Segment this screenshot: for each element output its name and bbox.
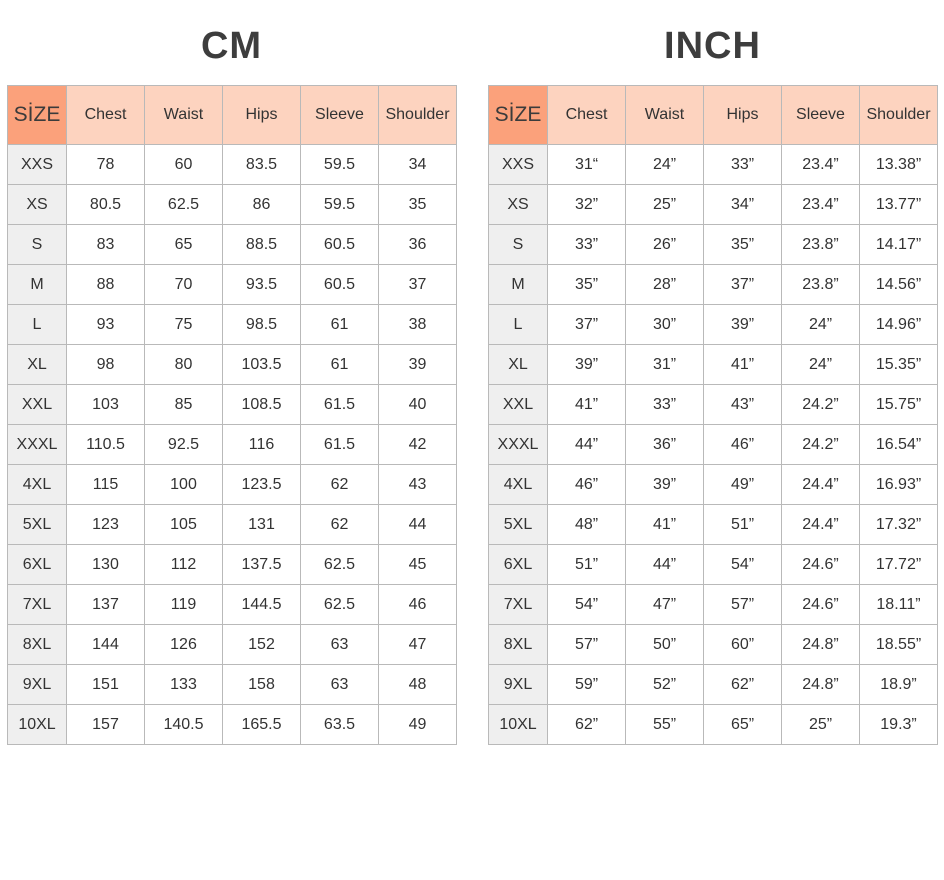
- cm-column-header-size: SİZE: [8, 86, 67, 145]
- size-label-cell: XS: [489, 185, 548, 225]
- table-row: [489, 625, 938, 665]
- measurement-cell: 62”: [548, 705, 626, 745]
- size-label-cell: 10XL: [489, 705, 548, 745]
- inch-column-header-hips: Hips: [704, 86, 782, 145]
- measurement-cell: 63: [301, 625, 379, 665]
- measurement-cell: 158: [223, 665, 301, 705]
- measurement-cell: 131: [223, 505, 301, 545]
- measurement-cell: 18.9”: [860, 665, 938, 705]
- table-row: [8, 585, 457, 625]
- measurement-cell: 36”: [626, 425, 704, 465]
- table-row: [489, 705, 938, 745]
- size-label-cell: L: [489, 305, 548, 345]
- measurement-cell: 49: [379, 705, 457, 745]
- measurement-cell: 51”: [704, 505, 782, 545]
- measurement-cell: 51”: [548, 545, 626, 585]
- inch-column-header-sleeve: Sleeve: [782, 86, 860, 145]
- measurement-cell: 75: [145, 305, 223, 345]
- inch-size-chart: [488, 0, 938, 745]
- measurement-cell: 59.5: [301, 145, 379, 185]
- measurement-cell: 83: [67, 225, 145, 265]
- measurement-cell: 98.5: [223, 305, 301, 345]
- measurement-cell: 39”: [626, 465, 704, 505]
- size-label-cell: XXS: [489, 145, 548, 185]
- size-label-cell: 8XL: [8, 625, 67, 665]
- measurement-cell: 52”: [626, 665, 704, 705]
- measurement-cell: 41”: [548, 385, 626, 425]
- size-label-cell: XL: [489, 345, 548, 385]
- measurement-cell: 126: [145, 625, 223, 665]
- measurement-cell: 43: [379, 465, 457, 505]
- size-label-cell: 9XL: [8, 665, 67, 705]
- cm-column-header-chest: Chest: [67, 86, 145, 145]
- measurement-cell: 60: [145, 145, 223, 185]
- table-row: [8, 225, 457, 265]
- measurement-cell: 45: [379, 545, 457, 585]
- cm-table-body: [8, 145, 457, 745]
- measurement-cell: 62: [301, 465, 379, 505]
- size-label-cell: 5XL: [8, 505, 67, 545]
- measurement-cell: 47”: [626, 585, 704, 625]
- measurement-cell: 93.5: [223, 265, 301, 305]
- measurement-cell: 19.3”: [860, 705, 938, 745]
- measurement-cell: 40: [379, 385, 457, 425]
- size-label-cell: 6XL: [8, 545, 67, 585]
- size-label-cell: XXL: [489, 385, 548, 425]
- measurement-cell: 23.4”: [782, 145, 860, 185]
- size-label-cell: S: [489, 225, 548, 265]
- size-label-cell: 5XL: [489, 505, 548, 545]
- measurement-cell: 54”: [548, 585, 626, 625]
- size-label-cell: 10XL: [8, 705, 67, 745]
- measurement-cell: 24.8”: [782, 625, 860, 665]
- size-label-cell: 8XL: [489, 625, 548, 665]
- measurement-cell: 49”: [704, 465, 782, 505]
- size-label-cell: 9XL: [489, 665, 548, 705]
- table-row: [8, 505, 457, 545]
- measurement-cell: 41”: [704, 345, 782, 385]
- inch-table-header: [489, 86, 938, 145]
- measurement-cell: 83.5: [223, 145, 301, 185]
- table-row: [489, 145, 938, 185]
- measurement-cell: 61.5: [301, 385, 379, 425]
- measurement-cell: 24.6”: [782, 585, 860, 625]
- size-label-cell: 7XL: [8, 585, 67, 625]
- cm-column-header-waist: Waist: [145, 86, 223, 145]
- size-label-cell: L: [8, 305, 67, 345]
- measurement-cell: 50”: [626, 625, 704, 665]
- measurement-cell: 152: [223, 625, 301, 665]
- measurement-cell: 85: [145, 385, 223, 425]
- measurement-cell: 48: [379, 665, 457, 705]
- measurement-cell: 133: [145, 665, 223, 705]
- measurement-cell: 46”: [548, 465, 626, 505]
- measurement-cell: 15.35”: [860, 345, 938, 385]
- measurement-cell: 33”: [626, 385, 704, 425]
- measurement-cell: 24.8”: [782, 665, 860, 705]
- size-label-cell: 7XL: [489, 585, 548, 625]
- measurement-cell: 105: [145, 505, 223, 545]
- measurement-cell: 70: [145, 265, 223, 305]
- measurement-cell: 44”: [626, 545, 704, 585]
- measurement-cell: 13.38”: [860, 145, 938, 185]
- measurement-cell: 28”: [626, 265, 704, 305]
- measurement-cell: 62.5: [145, 185, 223, 225]
- measurement-cell: 17.32”: [860, 505, 938, 545]
- measurement-cell: 144.5: [223, 585, 301, 625]
- inch-column-header-shoulder: Shoulder: [860, 86, 938, 145]
- measurement-cell: 80: [145, 345, 223, 385]
- table-row: [489, 225, 938, 265]
- measurement-cell: 16.93”: [860, 465, 938, 505]
- table-row: [489, 585, 938, 625]
- table-row: [8, 545, 457, 585]
- measurement-cell: 59.5: [301, 185, 379, 225]
- measurement-cell: 25”: [626, 185, 704, 225]
- measurement-cell: 112: [145, 545, 223, 585]
- measurement-cell: 63.5: [301, 705, 379, 745]
- measurement-cell: 37”: [704, 265, 782, 305]
- measurement-cell: 100: [145, 465, 223, 505]
- measurement-cell: 31”: [626, 345, 704, 385]
- measurement-cell: 24”: [782, 345, 860, 385]
- measurement-cell: 59”: [548, 665, 626, 705]
- measurement-cell: 39”: [548, 345, 626, 385]
- measurement-cell: 26”: [626, 225, 704, 265]
- measurement-cell: 46”: [704, 425, 782, 465]
- measurement-cell: 42: [379, 425, 457, 465]
- table-row: [489, 505, 938, 545]
- measurement-cell: 24.2”: [782, 425, 860, 465]
- measurement-cell: 65: [145, 225, 223, 265]
- measurement-cell: 165.5: [223, 705, 301, 745]
- measurement-cell: 17.72”: [860, 545, 938, 585]
- measurement-cell: 137.5: [223, 545, 301, 585]
- measurement-cell: 35”: [704, 225, 782, 265]
- measurement-cell: 130: [67, 545, 145, 585]
- measurement-cell: 24”: [782, 305, 860, 345]
- table-row: [489, 345, 938, 385]
- measurement-cell: 36: [379, 225, 457, 265]
- measurement-cell: 103: [67, 385, 145, 425]
- measurement-cell: 78: [67, 145, 145, 185]
- measurement-cell: 103.5: [223, 345, 301, 385]
- measurement-cell: 88.5: [223, 225, 301, 265]
- table-row: [8, 145, 457, 185]
- measurement-cell: 116: [223, 425, 301, 465]
- measurement-cell: 62.5: [301, 585, 379, 625]
- measurement-cell: 24.2”: [782, 385, 860, 425]
- measurement-cell: 119: [145, 585, 223, 625]
- inch-column-header-size: SİZE: [489, 86, 548, 145]
- measurement-cell: 46: [379, 585, 457, 625]
- inch-column-header-waist: Waist: [626, 86, 704, 145]
- size-label-cell: 4XL: [489, 465, 548, 505]
- measurement-cell: 30”: [626, 305, 704, 345]
- measurement-cell: 37”: [548, 305, 626, 345]
- measurement-cell: 55”: [626, 705, 704, 745]
- size-label-cell: M: [8, 265, 67, 305]
- measurement-cell: 60”: [704, 625, 782, 665]
- measurement-cell: 44”: [548, 425, 626, 465]
- measurement-cell: 62.5: [301, 545, 379, 585]
- measurement-cell: 92.5: [145, 425, 223, 465]
- table-row: [8, 665, 457, 705]
- measurement-cell: 34”: [704, 185, 782, 225]
- measurement-cell: 62”: [704, 665, 782, 705]
- table-row: [8, 305, 457, 345]
- measurement-cell: 35: [379, 185, 457, 225]
- measurement-cell: 38: [379, 305, 457, 345]
- inch-table-body: [489, 145, 938, 745]
- table-row: [8, 265, 457, 305]
- measurement-cell: 24.4”: [782, 505, 860, 545]
- size-label-cell: M: [489, 265, 548, 305]
- measurement-cell: 157: [67, 705, 145, 745]
- measurement-cell: 41”: [626, 505, 704, 545]
- measurement-cell: 14.17”: [860, 225, 938, 265]
- measurement-cell: 61: [301, 305, 379, 345]
- measurement-cell: 35”: [548, 265, 626, 305]
- size-label-cell: XS: [8, 185, 67, 225]
- table-row: [489, 425, 938, 465]
- cm-column-header-sleeve: Sleeve: [301, 86, 379, 145]
- cm-size-chart: [7, 0, 457, 745]
- size-label-cell: 6XL: [489, 545, 548, 585]
- table-row: [8, 625, 457, 665]
- measurement-cell: 93: [67, 305, 145, 345]
- measurement-cell: 44: [379, 505, 457, 545]
- measurement-cell: 57”: [704, 585, 782, 625]
- measurement-cell: 61.5: [301, 425, 379, 465]
- measurement-cell: 110.5: [67, 425, 145, 465]
- measurement-cell: 37: [379, 265, 457, 305]
- table-row: [8, 385, 457, 425]
- measurement-cell: 54”: [704, 545, 782, 585]
- measurement-cell: 33”: [704, 145, 782, 185]
- measurement-cell: 61: [301, 345, 379, 385]
- measurement-cell: 63: [301, 665, 379, 705]
- size-label-cell: XL: [8, 345, 67, 385]
- measurement-cell: 115: [67, 465, 145, 505]
- measurement-cell: 57”: [548, 625, 626, 665]
- table-row: [489, 545, 938, 585]
- measurement-cell: 123.5: [223, 465, 301, 505]
- measurement-cell: 60.5: [301, 225, 379, 265]
- measurement-cell: 151: [67, 665, 145, 705]
- measurement-cell: 24”: [626, 145, 704, 185]
- measurement-cell: 123: [67, 505, 145, 545]
- table-row: [8, 465, 457, 505]
- cm-column-header-shoulder: Shoulder: [379, 86, 457, 145]
- table-row: [8, 705, 457, 745]
- measurement-cell: 86: [223, 185, 301, 225]
- measurement-cell: 16.54”: [860, 425, 938, 465]
- inch-size-table: [488, 85, 938, 745]
- measurement-cell: 23.8”: [782, 265, 860, 305]
- measurement-cell: 60.5: [301, 265, 379, 305]
- measurement-cell: 80.5: [67, 185, 145, 225]
- measurement-cell: 88: [67, 265, 145, 305]
- cm-chart-title: CM: [200, 25, 263, 67]
- size-label-cell: XXXL: [489, 425, 548, 465]
- measurement-cell: 14.56”: [860, 265, 938, 305]
- measurement-cell: 33”: [548, 225, 626, 265]
- measurement-cell: 98: [67, 345, 145, 385]
- table-row: [489, 265, 938, 305]
- size-label-cell: XXL: [8, 385, 67, 425]
- table-row: [489, 385, 938, 425]
- measurement-cell: 43”: [704, 385, 782, 425]
- measurement-cell: 32”: [548, 185, 626, 225]
- size-label-cell: 4XL: [8, 465, 67, 505]
- measurement-cell: 24.4”: [782, 465, 860, 505]
- measurement-cell: 18.55”: [860, 625, 938, 665]
- table-row: [489, 305, 938, 345]
- measurement-cell: 140.5: [145, 705, 223, 745]
- measurement-cell: 48”: [548, 505, 626, 545]
- table-row: [8, 185, 457, 225]
- measurement-cell: 13.77”: [860, 185, 938, 225]
- measurement-cell: 24.6”: [782, 545, 860, 585]
- table-row: [489, 665, 938, 705]
- measurement-cell: 23.4”: [782, 185, 860, 225]
- table-row: [8, 425, 457, 465]
- measurement-cell: 65”: [704, 705, 782, 745]
- measurement-cell: 25”: [782, 705, 860, 745]
- table-row: [8, 345, 457, 385]
- measurement-cell: 31“: [548, 145, 626, 185]
- size-label-cell: S: [8, 225, 67, 265]
- measurement-cell: 144: [67, 625, 145, 665]
- size-label-cell: XXS: [8, 145, 67, 185]
- measurement-cell: 39”: [704, 305, 782, 345]
- measurement-cell: 23.8”: [782, 225, 860, 265]
- cm-size-table: [7, 85, 457, 745]
- measurement-cell: 34: [379, 145, 457, 185]
- measurement-cell: 137: [67, 585, 145, 625]
- measurement-cell: 47: [379, 625, 457, 665]
- measurement-cell: 18.11”: [860, 585, 938, 625]
- cm-column-header-hips: Hips: [223, 86, 301, 145]
- inch-chart-title: INCH: [664, 25, 761, 67]
- table-row: [489, 185, 938, 225]
- measurement-cell: 62: [301, 505, 379, 545]
- measurement-cell: 108.5: [223, 385, 301, 425]
- measurement-cell: 39: [379, 345, 457, 385]
- measurement-cell: 14.96”: [860, 305, 938, 345]
- size-label-cell: XXXL: [8, 425, 67, 465]
- measurement-cell: 15.75”: [860, 385, 938, 425]
- cm-table-header: [8, 86, 457, 145]
- inch-column-header-chest: Chest: [548, 86, 626, 145]
- table-row: [489, 465, 938, 505]
